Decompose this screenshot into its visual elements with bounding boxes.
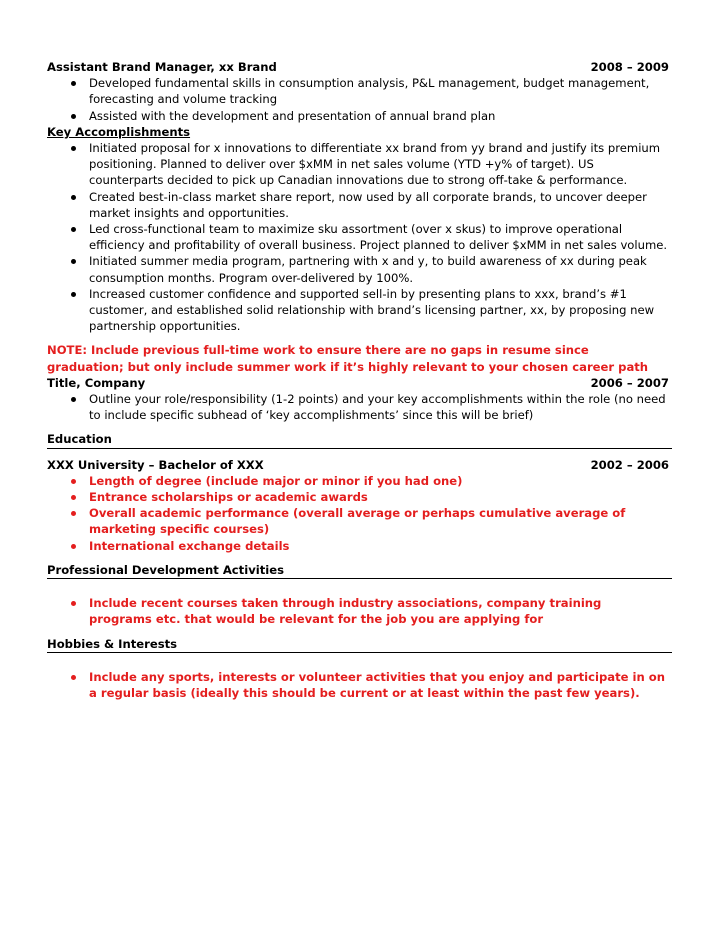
list-item: Entrance scholarships or academic awards: [47, 489, 672, 505]
job1-bullet-list: [47, 75, 672, 124]
list-item: Overall academic performance (overall average or perhaps cumulative average of marketing specific courses): [47, 505, 672, 537]
education-school: XXX University – Bachelor of XXX: [47, 457, 264, 472]
bullet-icon: [71, 146, 76, 151]
resume-page: [47, 59, 672, 701]
bullet-icon: [71, 227, 76, 232]
hobbies-heading: Hobbies & Interests: [47, 636, 672, 653]
job1-header: [47, 59, 672, 75]
bullet-icon: [71, 397, 76, 402]
bullet-icon: [71, 114, 76, 119]
bullet-icon: [71, 495, 76, 500]
job2-bullet-list: [47, 391, 672, 423]
bullet-icon: [71, 479, 76, 484]
accomplishments-heading: Key Accomplishments: [47, 124, 191, 139]
list-item: International exchange details: [47, 538, 672, 554]
list-item: Initiated proposal for x innovations to differentiate xx brand from yy brand and justify its premium positioning. Planned to deliver over $xMM in net sales volume (YTD +y% of target). US counterparts decided to pick up Canadian innovations due to strong off-take & performance.: [47, 140, 672, 189]
list-item: Developed fundamental skills in consumption analysis, P&L management, budget management, forecasting and volume tracking: [47, 75, 672, 107]
education-bullet-list: [47, 473, 672, 554]
hobbies-list: [47, 669, 672, 701]
job2-dates: 2006 – 2007: [590, 375, 669, 390]
list-item: Include recent courses taken through industry associations, company training programs etc. that would be relevant for the job you are applying for: [47, 595, 672, 627]
job1-dates: 2008 – 2009: [590, 60, 669, 74]
list-item: Length of degree (include major or minor if you had one): [47, 473, 672, 489]
bullet-icon: [71, 292, 76, 297]
job2-header: [47, 375, 672, 391]
job2-title: Title, Company: [47, 375, 146, 390]
note-text: NOTE: Include previous full-time work to ensure there are no gaps in resume since graduation; but only include summer work if it’s highly relevant to your chosen career path: [47, 343, 649, 374]
list-item: Outline your role/responsibility (1-2 points) and your key accomplishments within the role (no need to include specific subhead of ‘key accomplishments’ since this will be brief): [47, 391, 672, 423]
bullet-icon: [71, 259, 76, 264]
list-item: Include any sports, interests or volunteer activities that you enjoy and participate in on a regular basis (ideally this should be current or at least within the past few years).: [47, 669, 672, 701]
bullet-icon: [71, 195, 76, 200]
education-dates: 2002 – 2006: [590, 457, 669, 472]
education-heading: Education: [47, 431, 672, 448]
bullet-icon: [71, 81, 76, 86]
job1-title: Assistant Brand Manager, xx Brand: [47, 60, 277, 74]
list-item: Created best-in-class market share report, now used by all corporate brands, to uncover deeper market insights and opportunities.: [47, 189, 672, 221]
education-header: [47, 457, 672, 473]
professional-development-heading: Professional Development Activities: [47, 562, 672, 579]
bullet-icon: [71, 511, 76, 516]
list-item: Increased customer confidence and supported sell-in by presenting plans to xxx, brand’s #1 customer, and established solid relationship with brand’s licensing partner, xx, by proposing new partnership opportunities.: [47, 286, 672, 335]
professional-development-list: [47, 595, 672, 627]
accomplishments-list: [47, 140, 672, 334]
bullet-icon: [71, 544, 76, 549]
bullet-icon: [71, 601, 76, 606]
list-item: Led cross-functional team to maximize sku assortment (over x skus) to improve operational efficiency and profitability of overall business. Project planned to deliver $xMM in net sales volume.: [47, 221, 672, 253]
list-item: Initiated summer media program, partnering with x and y, to build awareness of xx during peak consumption months. Program over-delivered by 100%.: [47, 253, 672, 285]
list-item: Assisted with the development and presentation of annual brand plan: [47, 108, 672, 124]
bullet-icon: [71, 675, 76, 680]
